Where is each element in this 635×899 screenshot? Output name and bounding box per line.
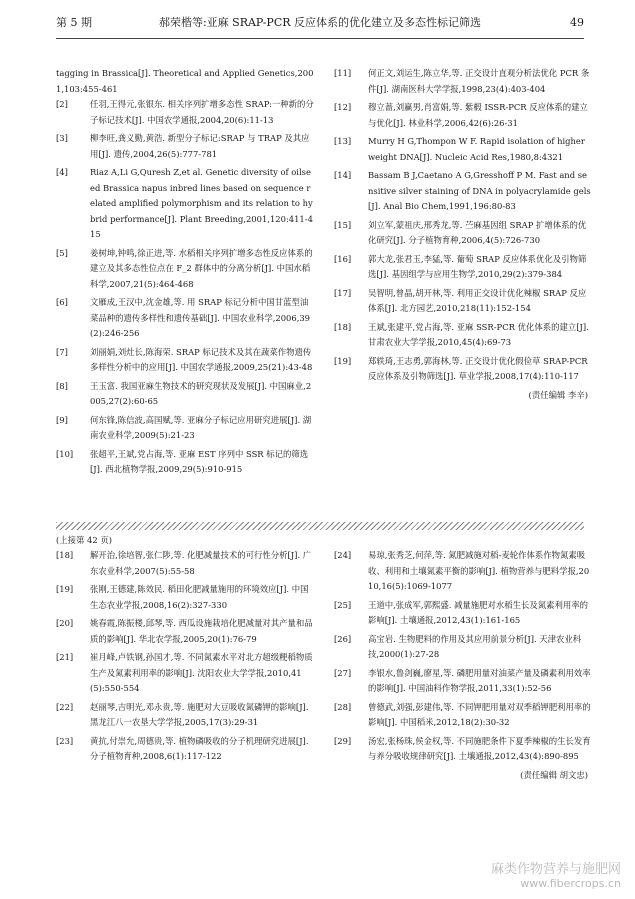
reference-text: 赵丽琴,吉明光,邓永贵,等. 施肥对大豆吸收氮磷钾的影响[J]. 黑龙江八一农垦大学学报,2005,17(3):29-31 [90,701,309,727]
reference-text: 张超平,王斌,党占海,等. 亚麻 EST 序列中 SSR 标记的筛选[J]. 西北植物学报,2009,29(5):910-915 [90,448,309,474]
reference-entry [334,218,592,249]
reference-text: 张刚,王德建,陈效民. 稻田化肥减量施用的环境效应[J]. 中国生态农业学报,2008,16(2):327-330 [90,584,309,610]
reference-text: 柳李旺,龚义勤,黄浩. 新型分子标记:SRAP 与 TRAP 及其应用[J]. 遗传,2004,26(5):777-781 [90,133,310,159]
reference-entry [56,295,314,342]
reference-number: [20] [56,618,74,628]
reference-entry [334,666,592,697]
reference-number: [18] [334,321,352,332]
reference-list [56,97,314,478]
reference-entry [334,734,592,765]
reference-text: 刘立军,蒙祖庆,邢秀龙,等. 苎麻基因组 SRAP 扩增体系的优化研究[J]. 分子植物育种,2006,4(5):726-730 [368,219,587,245]
reference-entry [56,97,314,128]
references-bottom-left [56,548,314,768]
reference-number: [5] [56,247,68,258]
page-number: 49 [570,16,584,29]
reference-text: 文雁成,王汉中,沈金雄,等. 用 SRAP 标记分析中国甘蓝型油菜品种的遗传多样性和遗传基础[J]. 中国农业科学,2006,39(2):246-256 [90,297,311,338]
reference-text: 高宝岩. 生物肥料的作用及其应用前景分析[J]. 天津农业科技,2000(1):27-28 [368,633,582,659]
reference-number: [19] [56,584,74,594]
reference-number: [17] [334,287,352,298]
reference-number: [16] [334,253,352,264]
reference-text: 李银水,鲁剑巍,廖星,等. 磷肥用量对油菜产量及磷素利用效率的影响[J]. 中国油料作物学报,2011,33(1):52-56 [368,667,591,693]
reference-text: Bassam B J,Caetano A G,Gresshoff P M. Fast and sensitive silver staining of DNA in polyacrylamide gels[J]. Anal Bio Chem,1991,196:80-83 [368,170,591,211]
site-watermark [491,863,621,891]
reference-number: [28] [334,701,352,712]
section-divider [56,522,584,530]
reference-text: 王玉富. 我国亚麻生物技术的研究现状及发展[J]. 中国麻业,2005,27(2):60-65 [90,380,312,406]
reference-entry [56,246,314,293]
reference-text: 何正文,刘运生,陈立华,等. 正交设计直观分析法优化 PCR 条件[J]. 湖南医科大学学报,1998,23(4):403-404 [368,68,590,94]
reference-number: [10] [56,448,74,459]
reference-number: [12] [334,102,352,112]
running-title: 郝荣楷等:亚麻 SRAP-PCR 反应体系的优化建立及多态性标记筛选 [158,16,482,29]
reference-entry [56,165,314,243]
reference-number: [13] [334,136,352,146]
reference-number: [18] [56,550,74,560]
reference-entry [334,252,592,283]
reference-text: 姜树坤,钟鸣,徐正进,等. 水稻相关序列扩增多态性反应体系的建立及其多态性位点在 F_2 群体中的分离分析[J]. 中国水稻科学,2007,21(5):464-468 [90,247,313,289]
reference-text: 郭大龙,张君玉,李猛,等. 葡萄 SRAP 反应体系优化及引物筛选[J]. 基因组学与应用生物学,2010,29(2):379-384 [368,253,587,279]
reference-text: 易琼,张秀芝,何萍,等. 氮肥减施对稻-麦轮作体系作物氮素吸收、利用和土壤氮素平衡的影响[J]. 植物营养与肥料学报,2010,16(5):1069-1077 [368,550,590,591]
reference-text: Riaz A,Li G,Quresh Z,et al. Genetic diversity of oilseed Brassica napus inbred lines based on sequence related amplified polymorphism and its relation to hybrid performance[J]. Plant Breeding,2001,120:411-415 [90,167,313,239]
reference-text: 刘丽娟,刘灶长,陈海荣. SRAP 标记技术及其在蔬菜作物遗传多样性分析中的应用[J]. 中国农学通报,2009,25(21):43-48 [90,346,313,372]
issue-number: 第 5 期 [56,16,92,29]
reference-entry [334,598,592,629]
reference-number: [23] [56,735,74,746]
header-rule [56,38,584,39]
reference-text: 姚春霞,陈振楼,邱琴,等. 西瓜设施栽培化肥减量对其产量和品质的影响[J]. 华北农学报,2005,20(1):76-79 [90,618,313,644]
reference-text: 任羽,王得元,张银东. 相关序列扩增多态性 SRAP:一种新的分子标记技术[J]. 中国农学通报,2004,20(6):11-13 [90,99,314,125]
reference-entry [56,345,314,376]
reference-text: 吴智明,曾晶,胡开林,等. 利用正交设计优化辣椒 SRAP 反应体系[J]. 北方园艺,2010,218(11):152-154 [368,287,587,313]
reference-entry [56,582,314,613]
reference-list [334,548,592,765]
reference-entry [334,548,592,595]
reference-number: [8] [56,380,68,391]
reference-text: 崔月峰,卢铁钢,孙国才,等. 不同氮素水平对北方超级粳稻物质生产及氮素利用率的影响[J]. 沈阳农业大学学报,2010,41(5):550-554 [90,652,313,693]
reference-entry [56,379,314,410]
reference-continuation: tagging in Brassica[J]. Theoretical and Applied Genetics,2001,103:455-461 [56,68,314,94]
reference-number: [11] [334,68,352,78]
page-header [56,8,584,38]
reference-number: [27] [334,667,352,678]
reference-entry [56,700,314,731]
reference-entry [56,447,314,478]
reference-list [56,548,314,765]
reference-number: [14] [334,170,352,180]
reference-entry [334,168,592,215]
watermark-site-name: 麻类作物营养与施肥网 [490,862,621,877]
reference-text: 解开治,徐培智,张仁陟,等. 化肥减量技术的可行性分析[J]. 广东农业科学,2007(5):55-58 [90,550,312,576]
reference-entry [334,286,592,317]
reference-entry [334,66,592,97]
reference-list [334,66,592,385]
reference-entry [334,632,592,663]
reference-number: [3] [56,133,68,143]
watermark-url: www.fibercrops.cn [520,877,621,890]
reference-entry [56,616,314,647]
reference-number: [25] [334,599,352,610]
references-top-right [334,66,592,403]
reference-entry [56,650,314,697]
reference-text: 曾德武,刘强,彭建伟,等. 不同钾肥用量对双季稻钾肥利用率的影响[J]. 中国稻米,2012,18(2):30-32 [368,701,591,727]
reference-text: Murry H G,Thompon W F. Rapid isolation of higher weight DNA[J]. Nucleic Acid Res,1980,8:4321 [368,136,585,162]
reference-entry [334,100,592,131]
continued-from-note: (上接第 42 页) [56,535,113,545]
reference-entry [334,320,592,351]
reference-number: [26] [334,633,352,644]
reference-text: 穆立蔷,刘赢男,肖富娟,等. 紫椴 ISSR-PCR 反应体系的建立与优化[J]. 林业科学,2006,42(6):26-31 [368,102,588,128]
reference-entry [56,413,314,444]
reference-entry [334,354,592,385]
reference-number: [22] [56,701,74,712]
reference-number: [9] [56,414,68,425]
reference-text: 王道中,张成军,郭熙盛. 减量施肥对水稻生长及氮素利用率的影响[J]. 土壤通报,2012,43(1):161-165 [368,599,589,625]
reference-number: [7] [56,346,68,357]
reference-text: 黄抗,付崇允,周德贵,等. 植物磷吸收的分子机理研究进展[J]. 分子植物育种,2008,6(1):117-122 [90,735,309,761]
reference-number: [29] [334,735,352,746]
reference-number: [6] [56,297,68,307]
reference-entry [56,734,314,765]
reference-text: 汤宏,张杨珠,侯金权,等. 不同施肥条件下夏季辣椒的生长发育与养分吸收规律研究[J]. 土壤通报,2012,43(4):890-895 [368,735,591,761]
reference-entry [56,548,314,579]
references-bottom-right [334,548,592,783]
reference-text: 郑轶琦,王志勇,郭海林,等. 正交设计优化假俭草 SRAP-PCR 反应体系及引物筛选[J]. 草业学报,2008,17(4):110-117 [368,355,588,381]
responsible-editor: (责任编辑 李辛) [528,389,588,400]
reference-number: [21] [56,652,74,662]
reference-number: [15] [334,219,352,230]
reference-text: 王斌,张建平,党占海,等. 亚麻 SSR-PCR 优化体系的建立[J]. 甘肃农业大学学报,2010,45(4):69-73 [368,321,589,347]
reference-entry [56,131,314,162]
reference-number: [4] [56,167,68,177]
reference-entry [334,700,592,731]
reference-text: 何东锋,陈信波,高国赋,等. 亚麻分子标记应用研究进展[J]. 湖南农业科学,2009(5):21-23 [90,414,312,440]
reference-number: [24] [334,550,352,560]
reference-number: [2] [56,99,68,109]
reference-number: [19] [334,355,352,366]
responsible-editor: (责任编辑 胡文忠) [520,769,588,780]
reference-entry [334,134,592,165]
references-top-left [56,66,314,481]
